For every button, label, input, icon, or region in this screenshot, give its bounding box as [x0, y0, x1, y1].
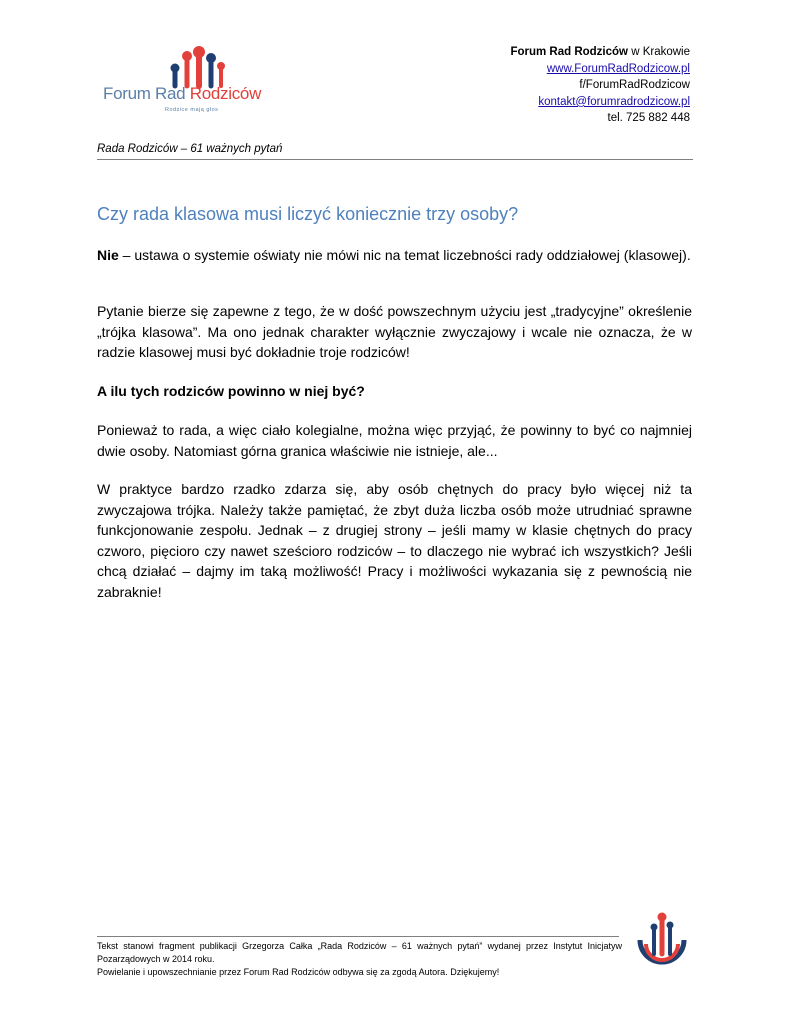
org-name: Forum Rad Rodziców — [510, 46, 628, 58]
paragraph-3 — [97, 420, 692, 461]
forum-logo — [103, 44, 262, 124]
hands-circle-icon — [632, 910, 692, 980]
footer — [97, 940, 622, 979]
paragraph-1 — [97, 245, 692, 266]
paragraph-2-text: Pytanie bierze się zapewne z tego, że w dość powszechnym użyciu jest „tradycyjne” określenie „trójka klasowa”. Ma ono jednak charakter wyłącznie zwyczajowy i wcale nie oznacza, że w radzie klasowej musi być dokładnie troje rodziców! — [97, 303, 692, 361]
answer-text: – ustawa o systemie oświaty nie mówi nic na temat liczebności rady oddziałowej (klasowej). — [118, 247, 691, 263]
phone-number: tel. 725 882 448 — [607, 112, 690, 125]
contact-block — [510, 44, 690, 127]
org-line — [510, 44, 690, 61]
logo-name-part1: Forum Rad — [103, 84, 186, 103]
footer-logo — [632, 910, 692, 980]
paragraph-4 — [97, 479, 692, 603]
paragraph-4-text: W praktyce bardzo rzadko zdarza się, aby osób chętnych do pracy było więcej niż ta zwyczajowa trójka. Należy także pamiętać, że zbyt duża liczba osób może utrudniać sprawne funkcjonowanie zespołu. Jednak – z drugiej strony – jeśli mamy w klasie chętnych do pracy czworo, pięcioro czy nawet sześcioro rodziców – to dlaczego nie wybrać ich wszystkich? Jeśli chcą działać – dajmy im taką możliwość! Pracy i możliwości wykazania się z pewnością nie zabraknie! — [97, 481, 692, 600]
footer-divider — [97, 936, 619, 937]
question-heading: Czy rada klasowa musi liczyć koniecznie trzy osoby? — [97, 204, 519, 224]
org-city: w Krakowie — [628, 46, 690, 58]
logo-tagline: Rodzice mają głos — [165, 107, 219, 113]
subheading — [97, 381, 692, 402]
facebook-handle: f/ForumRadRodzicow — [579, 79, 690, 92]
subheading-text: A ilu tych rodziców powinno w niej być? — [97, 383, 365, 399]
header-divider — [97, 159, 693, 160]
paragraph-2 — [97, 301, 692, 363]
website-link[interactable]: www.ForumRadRodzicow.pl — [546, 62, 690, 75]
answer-bold: Nie — [97, 247, 119, 263]
email-link[interactable]: kontakt@forumradrodzicow.pl — [538, 95, 690, 108]
running-header-title: Rada Rodziców – 61 ważnych pytań — [97, 143, 283, 155]
logo-name-part2: Rodziców — [189, 84, 262, 103]
footer-permission: Powielanie i upowszechnianie przez Forum Rad Rodziców odbywa się za zgodą Autora. Dziękujemy! — [97, 967, 500, 977]
paragraph-3-text: Ponieważ to rada, a więc ciało kolegialne, można więc przyjąć, że powinny to być co najmniej dwie osoby. Natomiast górna granica właściwie nie istnieje, ale... — [97, 422, 692, 459]
footer-source: Tekst stanowi fragment publikacji Grzegorza Całka „Rada Rodziców – 61 ważnych pytań” wydanej przez Instytut Inicjatyw Pozarządowych w 2014 roku. — [97, 941, 622, 964]
